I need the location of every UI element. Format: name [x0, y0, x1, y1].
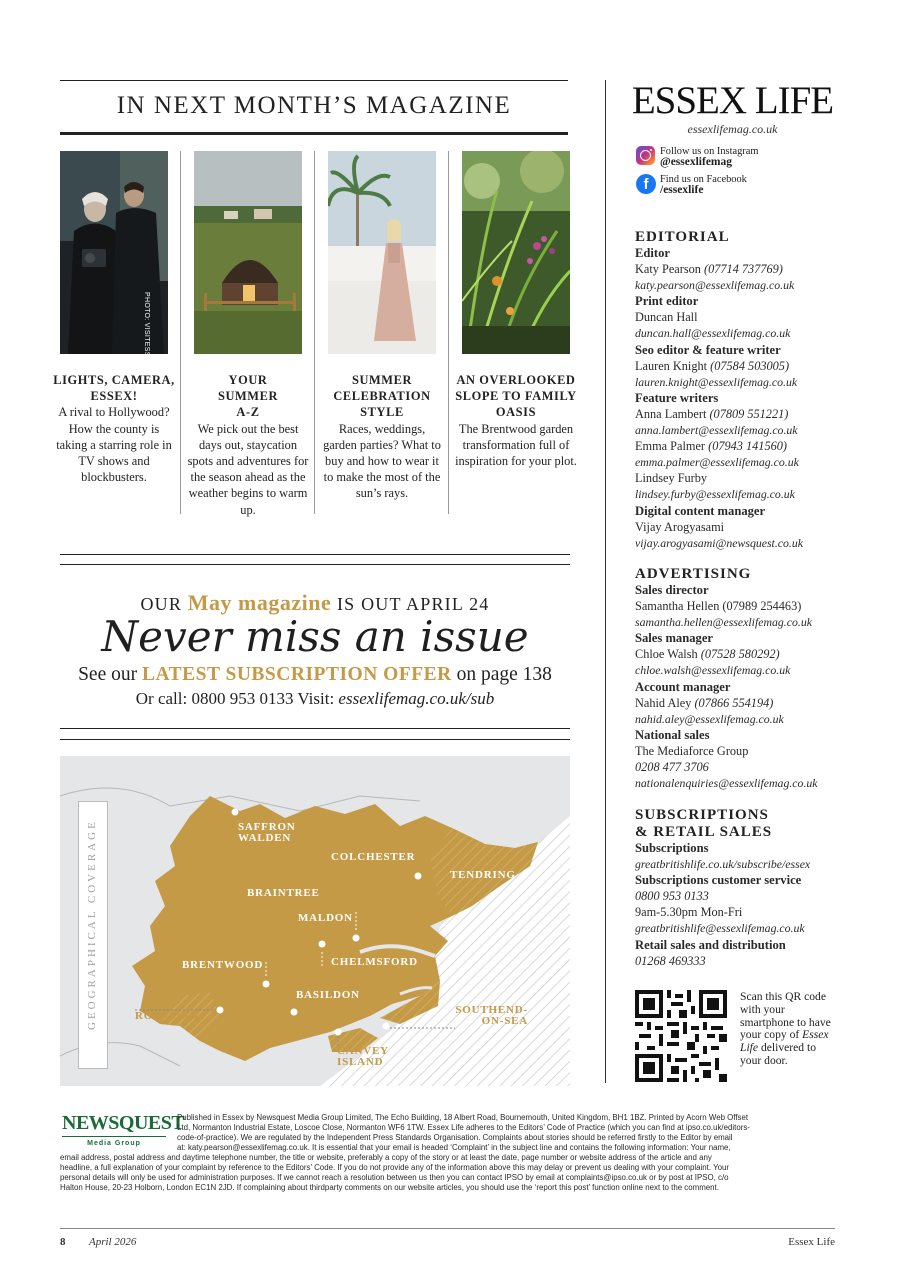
instagram-icon[interactable] [636, 146, 655, 165]
map-label-tendring: TENDRING [450, 869, 516, 881]
offer-line [60, 664, 570, 686]
teaser-image-lights-camera[interactable] [60, 151, 168, 354]
logo-rule [62, 1136, 166, 1137]
masthead-url[interactable]: essexlifemag.co.uk [687, 122, 778, 136]
promo-headline: Never miss an issue [101, 612, 529, 661]
staff-role: Subscriptions customer service [635, 873, 802, 888]
issue-date: April 2026 [89, 1236, 137, 1248]
instagram-handle[interactable]: @essexlifemag [660, 156, 733, 168]
legal-line: personal details will only be used for administration purposes. If we cannot reach a resolution between us then you can contact IPSO by email at complaints@ipso.co.uk or by post at IPSO, c/o [60, 1173, 729, 1182]
staff-email[interactable]: chloe.walsh@essexlifemag.co.uk [635, 663, 791, 678]
teaser-celebration-style[interactable] [321, 372, 443, 502]
retail-sales-heading: & RETAIL SALES [635, 824, 773, 840]
opening-hours: 9am-5.30pm Mon-Fri [635, 905, 743, 920]
legal-line: email address, postal address and daytime telephone number, the title or website, preferably a copy of the story or at least the date, page number or website address of the article and any [60, 1153, 712, 1162]
facebook-handle[interactable]: /essexlife [660, 184, 704, 196]
teaser-body: A rival to Hollywood? How the county is taking a starring role in TV shows and blockbusters. [56, 405, 172, 485]
teaser-body: We pick out the best days out, staycation spots and adventures for the season ahead as the weather begins to warm up. [187, 421, 309, 517]
teaser-title: YOUR SUMMER A-Z [217, 373, 279, 420]
column-rule [605, 80, 606, 1083]
legal-line: Published in Essex by Newsquest Media Group Limited, The Echo Building, 18 Albert Road, Bournemouth, United Kingdom, BH1 1BZ. Printed by Acorn Web Offset [177, 1113, 749, 1122]
staff-name: Emma Palmer (07943 141560) [635, 439, 787, 454]
heading-rule [60, 132, 568, 135]
qr-instructions: Scan this QR code with your smartphone to have your copy of Essex Life delivered to your door. [740, 990, 831, 1067]
legal-line: Halton House, 20-23 Holborn, London EC1N 2JD. If complaining about thirdparty comments on our website articles, you should use the ‘report this post’ function online next to the comment. [60, 1183, 719, 1192]
map-label-romford: ROMFORD [135, 1010, 199, 1022]
map-label-southend: SOUTHEND-ON-SEA [455, 1004, 528, 1027]
staff-email[interactable]: duncan.hall@essexlifemag.co.uk [635, 326, 791, 341]
staff-email[interactable]: vijay.arogyasami@newsquest.co.uk [635, 535, 804, 550]
staff-phone: 0208 477 3706 [635, 760, 709, 775]
footer-rule [60, 1228, 835, 1229]
facebook-icon[interactable]: f [636, 174, 656, 194]
map-label-canvey-island: CANVEY ISLAND [337, 1045, 389, 1068]
divider-rule [60, 728, 570, 729]
staff-name: Duncan Hall [635, 310, 698, 325]
legal-line: headline, a full explanation of your complaint by reference to the Editors’ Code. If you do not provide any of the information above this may delay or prevent us dealing with your complaint. Your [60, 1163, 730, 1172]
map-label-saffron-walden: SAFFRON WALDEN [238, 821, 296, 844]
staff-email[interactable]: lindsey.furby@essexlifemag.co.uk [635, 487, 795, 502]
staff-role: Digital content manager [635, 503, 766, 518]
staff-name: Nahid Aley (07866 554194) [635, 695, 774, 710]
staff-role: Seo editor & feature writer [635, 342, 781, 357]
teaser-title: SUMMER CELEBRATION STYLE [333, 373, 431, 420]
staff-phone: 0800 953 0133 [635, 889, 709, 904]
staff-name: Lindsey Furby [635, 471, 708, 486]
map-label-brentwood: BRENTWOOD [182, 959, 264, 971]
staff-role: Feature writers [635, 390, 719, 405]
staff-role: National sales [635, 727, 710, 742]
legal-line: Ltd, Normanton Industrial Estate, Loscoe Close, Normanton WF6 1TW. Essex Life adheres to the Editors’ Code of Practice (which you can find at ipso.co.uk/editors- [177, 1123, 750, 1132]
facebook-label: Find us on Facebook [660, 174, 747, 185]
staff-email[interactable]: emma.palmer@essexlifemag.co.uk [635, 455, 799, 470]
teaser-body: Races, weddings, garden parties? What to buy and how to wear it to make the most of the sun’s rays. [323, 421, 441, 501]
magazine-name: Essex Life [788, 1236, 835, 1248]
subscriptions-heading: SUBSCRIPTIONS [635, 807, 769, 823]
newsquest-logo-subtitle: Media Group [87, 1140, 141, 1147]
advertising-heading: ADVERTISING [635, 566, 752, 582]
staff-phone: 01268 469333 [635, 953, 706, 968]
advertising-staff-list [635, 582, 845, 791]
staff-name: Chloe Walsh (07528 580292) [635, 647, 780, 662]
staff-role: Sales manager [635, 631, 714, 646]
staff-name: Samantha Hellen (07989 254463) [635, 599, 802, 614]
our-text: OUR [140, 594, 183, 614]
contact-line [60, 689, 570, 709]
facebook-block[interactable] [660, 174, 747, 196]
teaser-lights-camera[interactable] [53, 372, 175, 485]
teaser-body: The Brentwood garden transformation full of inspiration for your plot. [455, 421, 577, 469]
staff-email[interactable]: nationalenquiries@essexlifemag.co.uk [635, 776, 818, 791]
divider-rule [60, 739, 570, 740]
map-label-chelmsford: CHELMSFORD [331, 956, 418, 968]
map-label-braintree: BRAINTREE [247, 887, 320, 899]
staff-email[interactable]: lauren.knight@essexlifemag.co.uk [635, 374, 798, 389]
subscriptions-list [635, 840, 845, 969]
out-date-text: IS OUT APRIL 24 [336, 594, 490, 614]
column-divider [314, 151, 315, 514]
photo-credit: PHOTO: VISITESSEX [143, 292, 150, 367]
staff-name: Anna Lambert (07809 551221) [635, 406, 789, 421]
staff-email[interactable]: greatbritishlife@essexlifemag.co.uk [635, 921, 805, 936]
staff-email[interactable]: samantha.hellen@essexlifemag.co.uk [635, 615, 812, 630]
staff-role: Print editor [635, 294, 699, 309]
on-page-text: on page 138 [456, 664, 552, 685]
subscribe-link[interactable]: essexlifemag.co.uk/sub [338, 689, 495, 708]
subscribe-link[interactable]: greatbritishlife.co.uk/subscribe/essex [635, 857, 811, 872]
section-heading: IN NEXT MONTH’S MAGAZINE [116, 92, 512, 119]
divider-rule [60, 554, 570, 555]
staff-name: The Mediaforce Group [635, 743, 749, 758]
staff-email[interactable]: katy.pearson@essexlifemag.co.uk [635, 278, 795, 293]
may-magazine-text: May magazine [187, 590, 332, 615]
teaser-summer-az[interactable] [187, 372, 309, 518]
editorial-staff-list [635, 245, 845, 551]
masthead-logo: ESSEX LIFE [631, 79, 834, 122]
teaser-image-summer-az[interactable] [194, 151, 302, 354]
staff-role: Sales director [635, 583, 709, 597]
staff-name: Katy Pearson (07714 737769) [635, 262, 783, 277]
subscription-offer-text[interactable]: LATEST SUBSCRIPTION OFFER [141, 664, 452, 685]
map-label-basildon: BASILDON [296, 989, 360, 1001]
editorial-heading: EDITORIAL [635, 229, 730, 245]
staff-role: Retail sales and distribution [635, 937, 786, 952]
call-text: Or call: 0800 953 0133 Visit: [135, 689, 335, 708]
staff-name: Lauren Knight (07584 503005) [635, 358, 790, 373]
see-our-text: See our [78, 664, 138, 685]
staff-role: Account manager [635, 679, 731, 694]
teaser-title: LIGHTS, CAMERA, ESSEX! [53, 373, 175, 404]
staff-role: Editor [635, 246, 670, 260]
column-divider [448, 151, 449, 514]
teaser-image-family-oasis[interactable] [462, 151, 570, 354]
legal-line: code-of-practice). We are regulated by the Independent Press Standards Organisation. Complaints about stories should be referred firstly to the Editor by email [177, 1133, 733, 1142]
newsquest-logo: NEWSQUEST [62, 1112, 185, 1134]
column-divider [180, 151, 181, 514]
map-label-maldon: MALDON [298, 912, 353, 924]
instagram-block[interactable] [660, 146, 758, 168]
map-label-colchester: COLCHESTER [331, 851, 416, 863]
teaser-title: AN OVERLOOKED SLOPE TO FAMILY OASIS [455, 373, 577, 420]
staff-role: Subscriptions [635, 841, 709, 855]
top-rule [60, 80, 568, 81]
qr-code[interactable] [635, 990, 727, 1082]
page-number: 8 [60, 1236, 66, 1248]
staff-name: Vijay Arogyasami [635, 519, 725, 534]
divider-rule [60, 564, 570, 565]
teaser-family-oasis[interactable] [455, 372, 577, 469]
geographical-coverage-label: GEOGRAPHICAL COVERAGE [86, 819, 98, 1030]
staff-email[interactable]: nahid.aley@essexlifemag.co.uk [635, 711, 784, 726]
staff-email[interactable]: anna.lambert@essexlifemag.co.uk [635, 423, 798, 438]
teaser-image-celebration-style[interactable] [328, 151, 436, 354]
legal-line: at: katy.pearson@essexlifemag.co.uk. It is essential that your email is headed ‘Complaint’ in the subject line and contains the following information: Your name, [177, 1143, 731, 1152]
instagram-label: Follow us on Instagram [660, 146, 759, 157]
